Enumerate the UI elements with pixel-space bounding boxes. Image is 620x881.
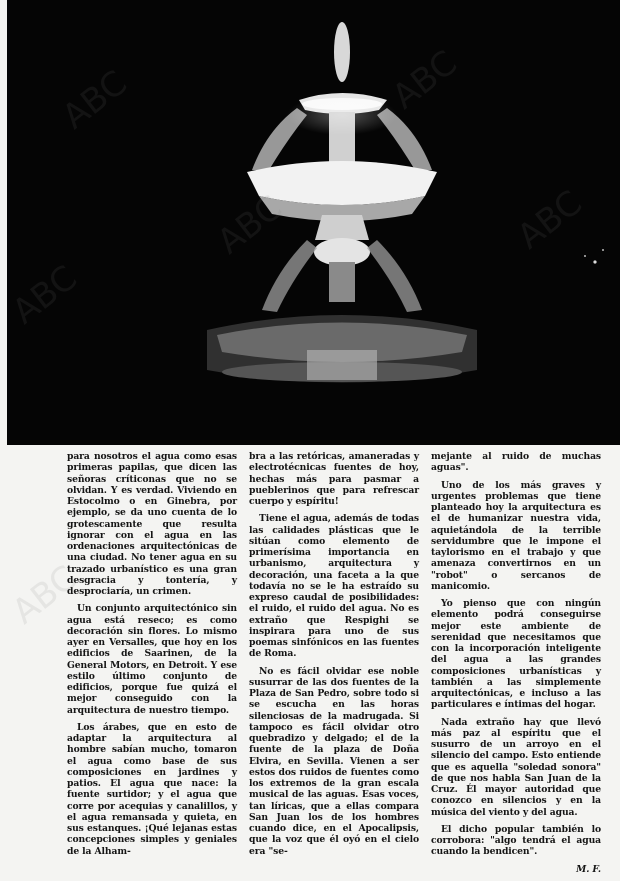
col3-paragraph-4: Nada extraño hay que llevó más paz al espíritu que el susurro de un arroyo en el silencio del campo. Esto entiende que es aquella "soledad sonora" de que nos habla San Juan de la Cruz. Él mayor autoridad que conozco en silencios y en la música del viento y del agua. [431, 716, 601, 818]
col1-paragraph-2: Un conjunto arquitectónico sin agua está reseco; es como decoración sin flores. Lo mismo ayer en Versalles, que hoy en los edificios de Saarinen, de la General Motors, en Detroit. Y ese estilo último conjunto de edificios, porque fue quizá el mejor conseguido con la arquitectura de nuestro tiempo. [67, 603, 237, 716]
col2-paragraph-1: bra a las retóricas, amaneradas y electrotécnicas fuentes de hoy, hechas más para pasmar a pueblerinos que para refrescar cuerpo y espíritu! [249, 451, 419, 507]
signature: M. F. [576, 863, 601, 875]
col3-paragraph-3: Yo pienso que con ningún elemento podrá conseguirse mejor este ambiente de serenidad que necesitamos que con la incorporación inteligente del agua a las grandes composiciones urbanísticas y también a las simplemente arquitectónicas, e incluso a las particulares e íntimas del hogar. [431, 598, 601, 711]
water-jet [334, 22, 350, 82]
col3-paragraph-2: Uno de los más graves y urgentes problemas que tiene planteado hoy la arquitectura es el de humanizar nuestra vida, aquietándola de la terrible servidumbre que le impone el taylorismo en el trabajo y que amenaza convertirnos en un "robot" o sercanos de manicomio. [431, 479, 601, 592]
col1-paragraph-1: para nosotros el agua como esas primeras papilas, que dicen las señoras críticonas que no se olvidan. Y es verdad. Viviendo en Estocolmo o en Ginebra, por ejemplo, se da uno cuenta de lo grotescamente que resulta ignorar con el agua en las ordenaciones arquitectónicas de una ciudad. No tener agua en su trazado urbanístico es una gran desgracia y tontería, y desprociaría, un crimen. [67, 451, 237, 597]
watermark: ABC [5, 557, 85, 633]
fountain-night-photo [7, 0, 620, 445]
middle-basin [247, 161, 437, 205]
col1-paragraph-3: Los árabes, que en esto de adaptar la arquitectura al hombre sabían mucho, tomaron el agua como base de sus composiciones en jardines y patios. El agua que nace: la fuente surtidor; y el agua que corre por acequias y canalillos, y el agua remansada y quieta, en sus estanques. ¡Qué lejanas estas concepciones simples y geniales de la Alham- [67, 721, 237, 857]
fountain-illustration [7, 0, 620, 445]
col2-paragraph-3: No es fácil olvidar ese noble susurrar de las dos fuentes de la Plaza de San Pedro, sobre todo si se escucha en las horas silenciosas de la madrugada. Si tampoco es fácil olvidar otro quebradizo y delgado; el de la fuente de la plaza de Doña Elvira, en Sevilla. Vienen a ser estos dos ruidos de fuentes como los extremos de la gran escala musical de las aguas. Esas voces, tan líricas, que a ellas compara San Juan los de los hombres cuando dice, en el Apocalipsis, que la voz que él oyó en el cielo era "se- [249, 665, 419, 857]
text-column-3 [431, 451, 601, 881]
col3-paragraph-1: mejante al ruido de muchas aguas". [431, 451, 601, 474]
col3-paragraph-5: El dicho popular también lo corrobora: "algo tendrá el agua cuando la bendicen". [431, 823, 601, 858]
text-column-2 [249, 451, 419, 863]
col2-paragraph-2: Tiene el agua, además de todas las calidades plásticas que le sitúan como elemento de primerísima importancia en urbanismo, arquitectura y decoración, una faceta a la que todavía no se le ha estraído su expreso caudal de posibilidades: el ruido, el ruido del agua. No es extraño que Respighi se inspirara para uno de sus poemas sinfónicos en las fuentes de Roma. [249, 513, 419, 660]
text-column-1 [67, 451, 237, 863]
